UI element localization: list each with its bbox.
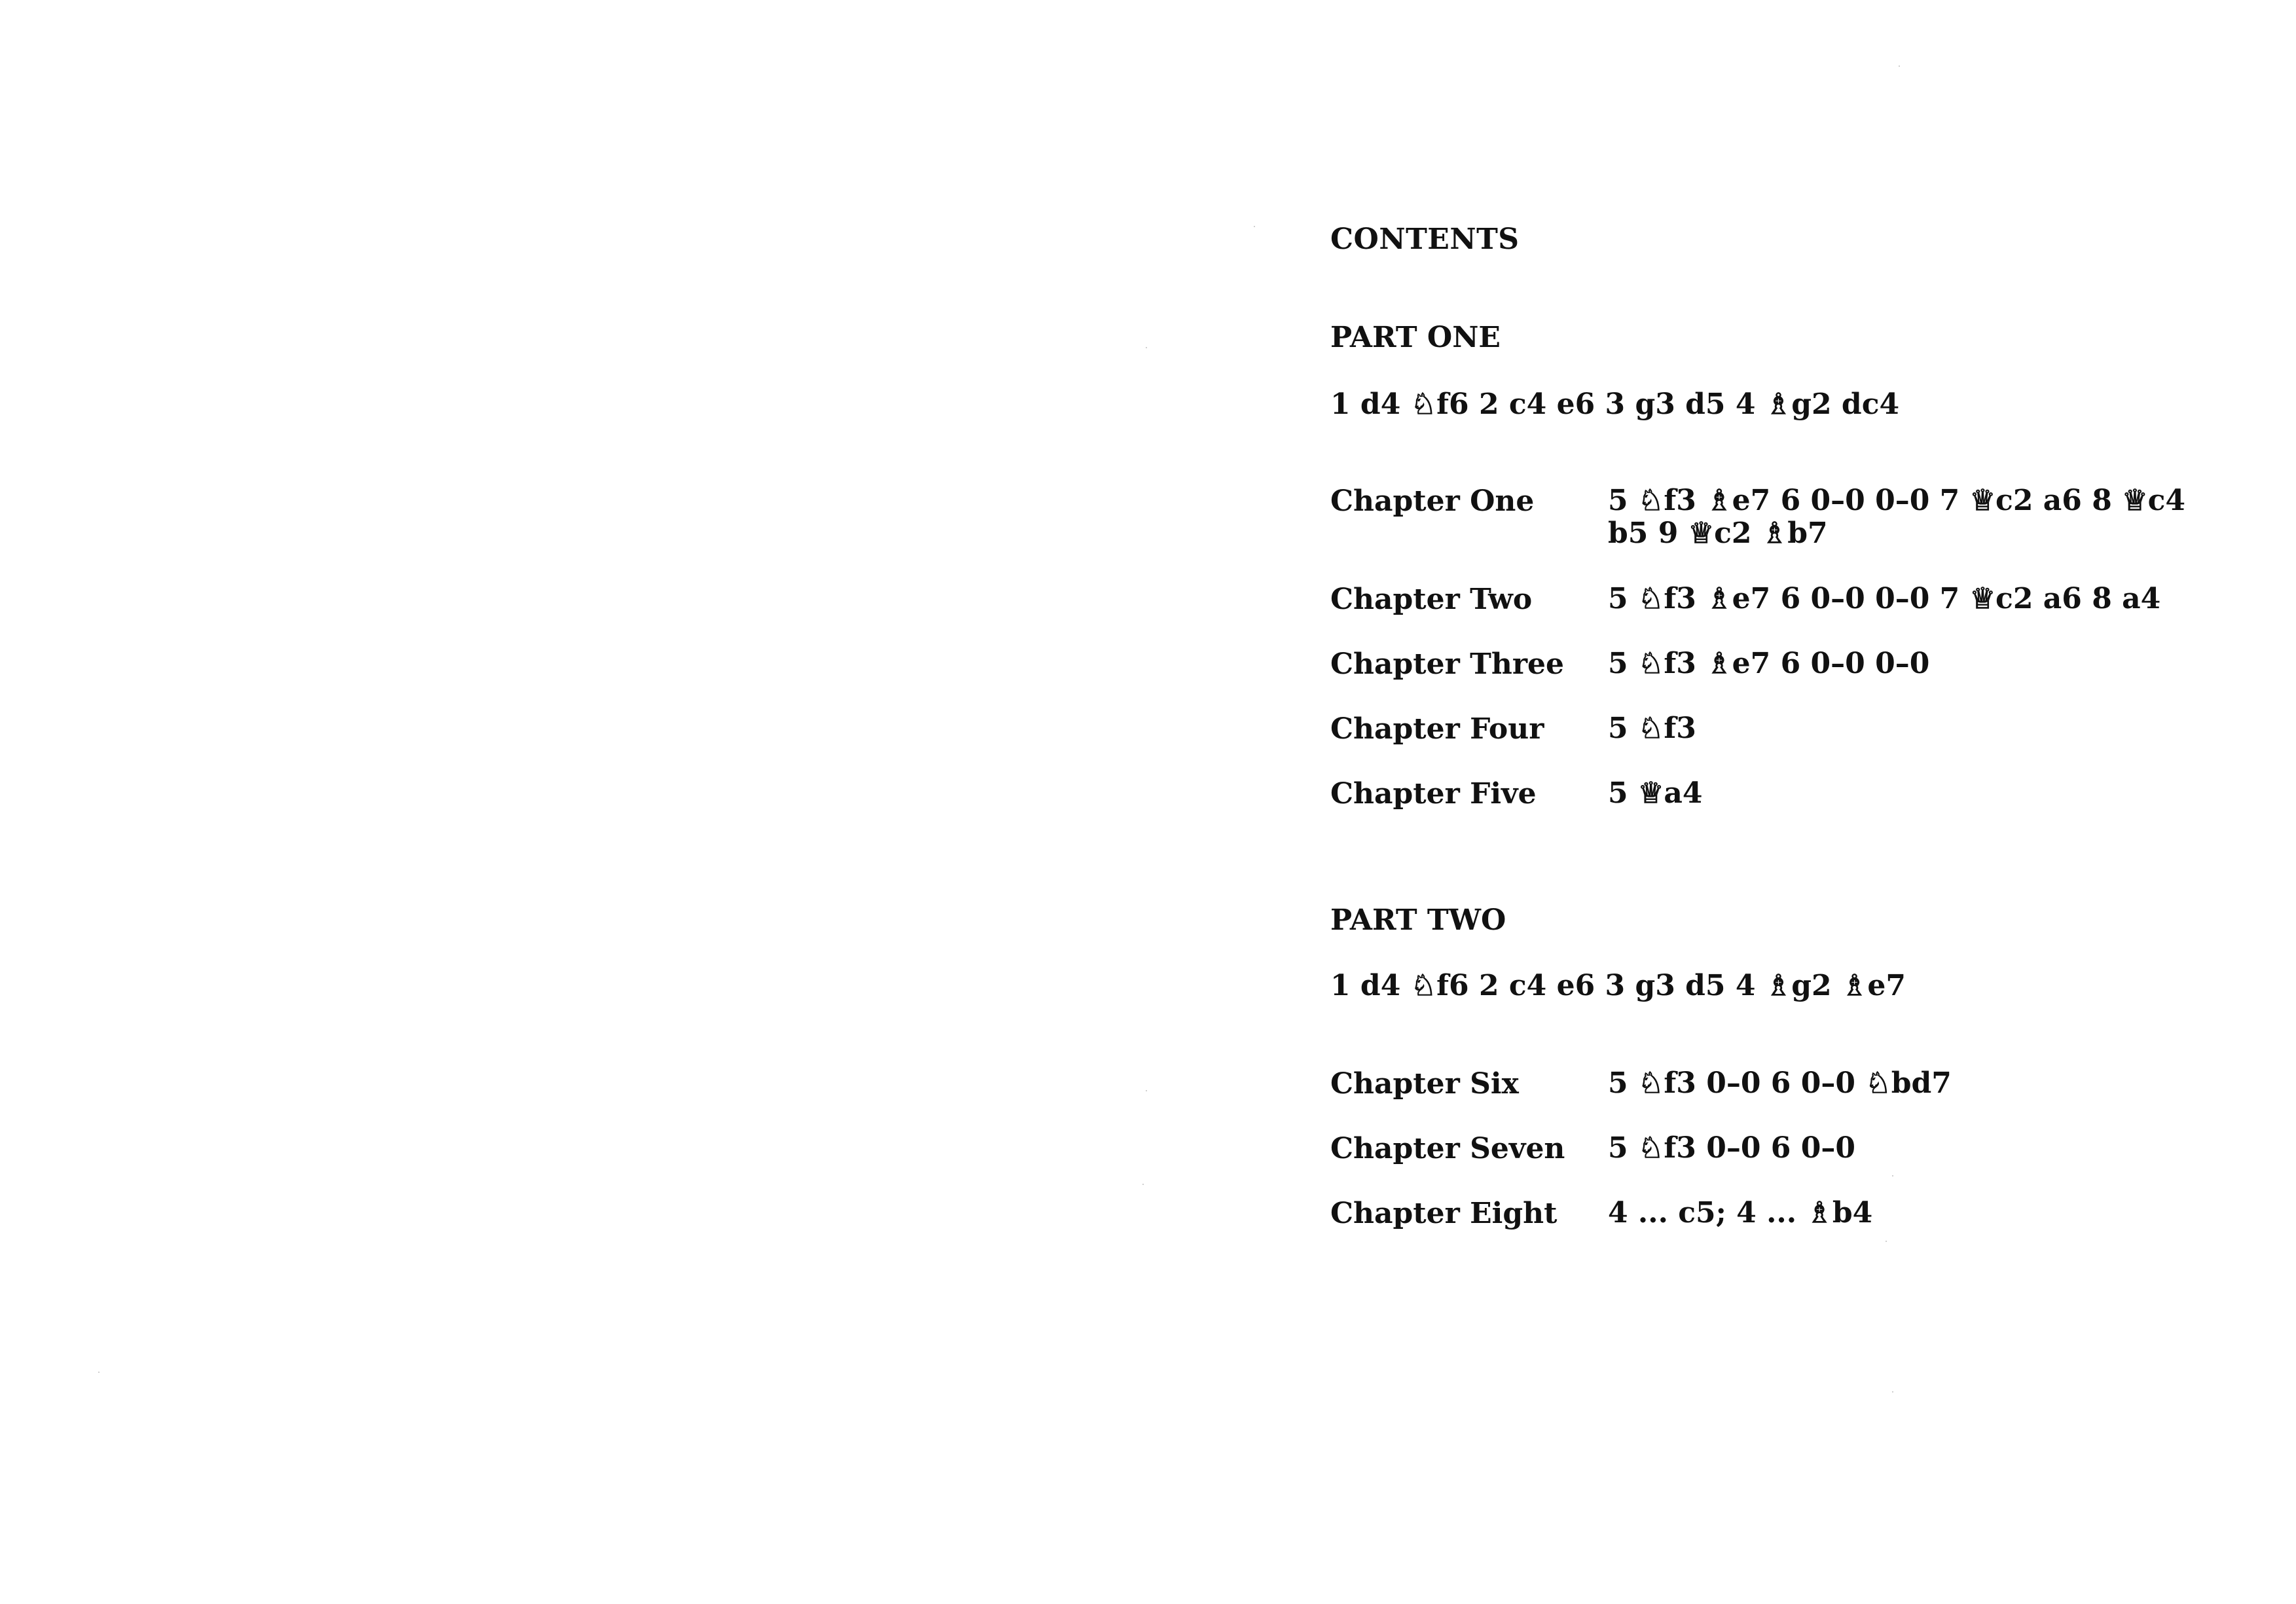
part-two-moves: 1 d4 ♘f6 2 c4 e6 3 g3 d5 4 ♗g2 ♗e7	[1330, 969, 1906, 1002]
scan-speck	[1146, 1090, 1147, 1091]
scan-speck	[98, 1372, 100, 1373]
scan-speck	[1899, 65, 1900, 67]
chapter-moves: 5 ♘f3 0–0 6 0–0	[1608, 1131, 1855, 1165]
chapter-row-three	[1330, 647, 2234, 681]
chapter-moves: 5 ♘f3 0–0 6 0–0 ♘bd7	[1608, 1066, 1952, 1100]
scan-speck	[1142, 1184, 1144, 1185]
chapter-row-seven	[1330, 1132, 2234, 1165]
chapter-label: Chapter Four	[1330, 712, 1544, 746]
chapter-label: Chapter Three	[1330, 647, 1565, 681]
chapter-moves: 5 ♘f3 ♗e7 6 0–0 0–0 7 ♕c2 a6 8 a4	[1608, 582, 2161, 615]
chapter-row-six	[1330, 1067, 2234, 1101]
contents-title: CONTENTS	[1330, 223, 1520, 256]
chapter-row-five	[1330, 777, 2234, 811]
chapter-moves: 4 ... c5; 4 ... ♗b4	[1608, 1196, 1873, 1230]
chapter-row-one	[1330, 484, 2234, 550]
scan-speck	[1886, 1241, 1887, 1242]
chapter-moves: 5 ♘f3	[1608, 712, 1696, 745]
scan-speck	[1254, 226, 1255, 227]
chapter-row-eight	[1330, 1197, 2234, 1230]
chapter-label: Chapter Five	[1330, 777, 1537, 811]
scan-speck	[1892, 1175, 1893, 1176]
part-one-heading: PART ONE	[1330, 321, 1501, 354]
chapter-label: Chapter Two	[1330, 583, 1533, 616]
chapter-moves: 5 ♘f3 ♗e7 6 0–0 0–0 7 ♕c2 a6 8 ♕c4 b5 9 ♕c2 ♗b7	[1608, 484, 2185, 550]
chapter-label: Chapter Seven	[1330, 1132, 1565, 1165]
chapter-label: Chapter Eight	[1330, 1197, 1558, 1230]
scan-speck	[1892, 1391, 1893, 1393]
part-one-moves: 1 d4 ♘f6 2 c4 e6 3 g3 d5 4 ♗g2 dc4	[1330, 388, 1900, 421]
part-two-heading: PART TWO	[1330, 903, 1506, 937]
chapter-label: Chapter One	[1330, 484, 1535, 518]
chapter-moves: 5 ♕a4	[1608, 776, 1703, 810]
chapter-row-two	[1330, 583, 2234, 616]
chapter-row-four	[1330, 712, 2234, 746]
scan-speck	[1146, 347, 1147, 348]
chapter-label: Chapter Six	[1330, 1067, 1519, 1101]
chapter-moves: 5 ♘f3 ♗e7 6 0–0 0–0	[1608, 647, 1930, 680]
